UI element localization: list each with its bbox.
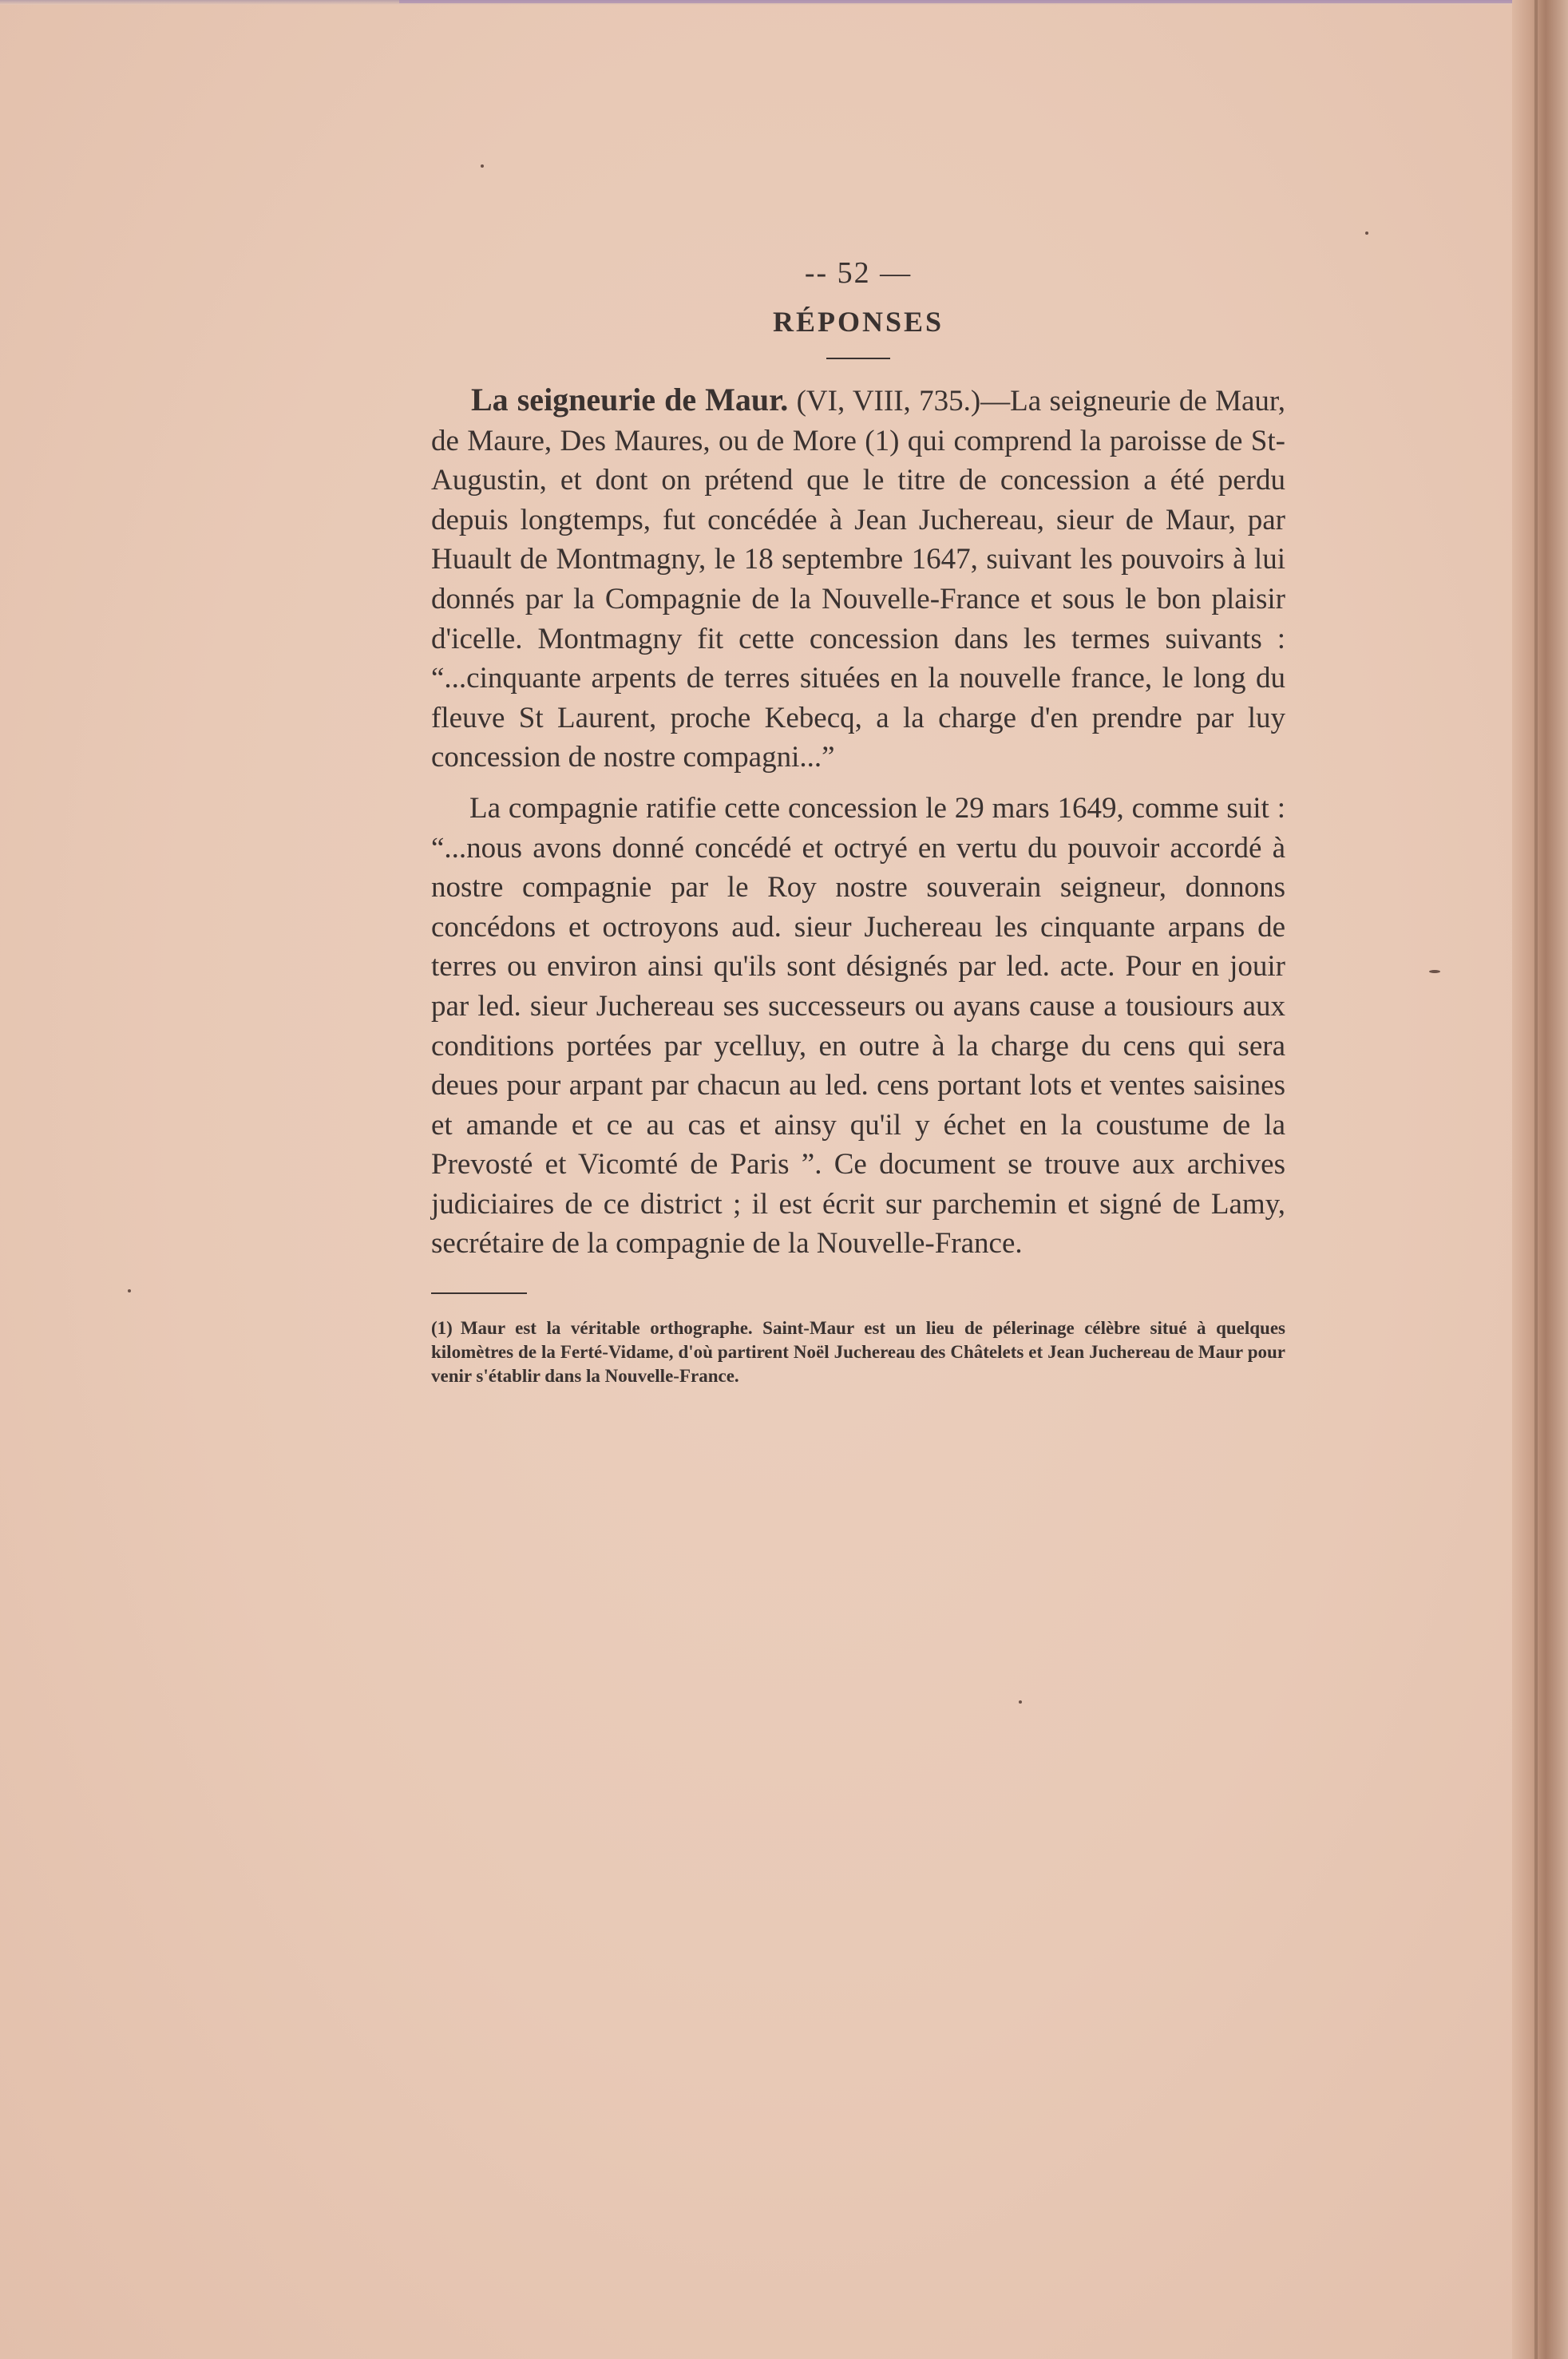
paper-speck	[1429, 970, 1440, 973]
paragraph-1-text: (VI, VIII, 735.)—La seigneurie de Maur, de Maure, Des Maures, ou de More (1) qui comprend la paroisse de St-Augustin, et dont on prétend que le titre de concession a été perdu depuis longtemps, fut concédée à Jean Juchereau, sieur de Maur, par Huault de Montmagny, le 18 septembre 1647, suivant les pouvoirs à lui donnés par la Compagnie de la Nouvelle-France et sous le bon plaisir d'icelle. Montmagny fit cette concession dans les termes suivants : “...cinquante arpents de terres situées en la nouvelle france, le long du fleuve St Laurent, proche Kebecq, a la charge d'en prendre par luy concession de nostre compagni...”	[431, 385, 1286, 774]
paper-speck	[128, 1289, 131, 1292]
footnote-marker: (1)	[431, 1318, 453, 1339]
page-edge-line	[1534, 0, 1538, 2359]
page-right-edge	[1512, 0, 1568, 2359]
page-number: -- 52 —	[804, 256, 913, 290]
article-paragraph-1	[431, 380, 1285, 778]
footnote	[431, 1316, 1285, 1388]
footnote-text: Maur est la véritable orthographe. Saint-Maur est un lieu de pélerinage célèbre situé à quelques kilomètres de la Ferté-Vidame, d'où partirent Noël Juchereau des Châtelets et Jean Juchereau de Maur pour venir s'établir dans la Nouvelle-France.	[431, 1318, 1285, 1387]
section-title: RÉPONSES	[772, 306, 944, 338]
paper-speck	[481, 164, 484, 168]
article-paragraph-2: La compagnie ratifie cette concession le 29 mars 1649, comme suit : “...nous avons donné concédé et octryé en vertu du pouvoir accordé à nostre compagnie par le Roy nostre souverain seigneur, donnons concédons et octroyons aud. sieur Juchereau les cinquante arpans de terres ou environ ainsi qu'ils sont désignés par led. acte. Pour en jouir par led. sieur Juchereau ses successeurs ou ayans cause a tousiours aux conditions portées par ycelluy, en outre à la charge du cens qui sera deues pour arpant par chacun au led. cens portant lots et ventes saisines et amande et ce au cas et ainsy qu'il y échet en la coustume de la Prevosté et Vicomté de Paris ”. Ce document se trouve aux archives judiciaires de ce district ; il est écrit sur parchemin et signé de Lamy, secrétaire de la compagnie de la Nouvelle-France.	[431, 791, 1285, 1261]
page-content	[431, 255, 1285, 1388]
binding-tint-line	[399, 0, 1517, 3]
paper-speck	[1365, 232, 1368, 235]
footnote-divider	[431, 1292, 527, 1294]
title-divider	[826, 358, 890, 359]
article-heading: La seigneurie de Maur.	[471, 382, 789, 418]
paper-speck	[1019, 1700, 1022, 1704]
